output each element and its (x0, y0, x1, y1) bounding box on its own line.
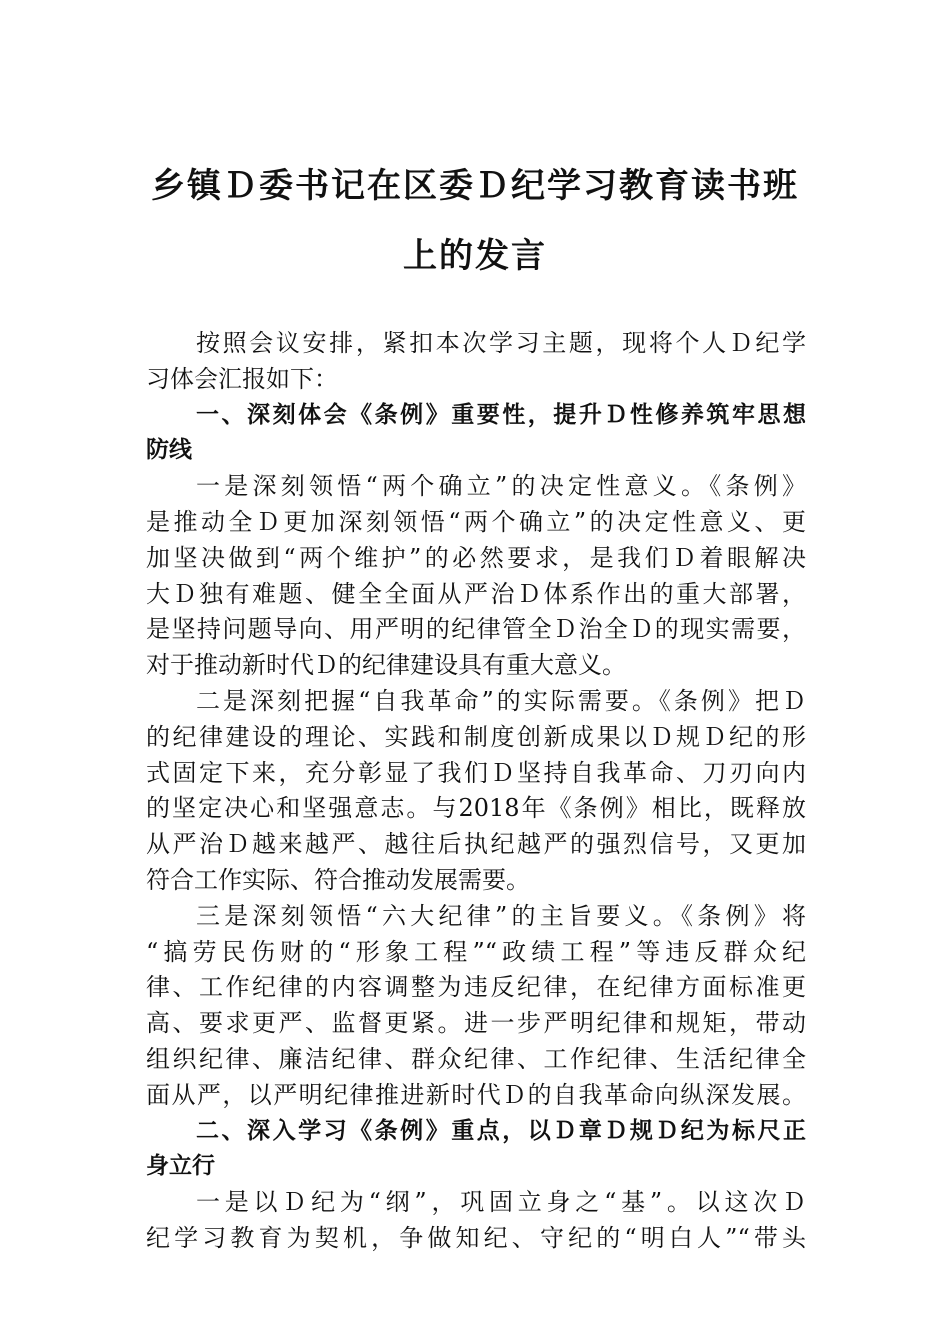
text-line: 对于推动新时代Ｄ的纪律建设具有重大意义。 (146, 651, 626, 680)
text-line: 二是深刻把握“自我革命”的实际需要。《条例》把Ｄ (196, 686, 806, 715)
text-line: “搞劳民伤财的“形象工程”“政绩工程”等违反群众纪 (146, 937, 806, 966)
text-line: 加坚决做到“两个维护”的必然要求，是我们Ｄ着眼解决 (146, 543, 806, 572)
text-line: 的纪律建设的理论、实践和制度创新成果以Ｄ规Ｄ纪的形 (146, 722, 806, 751)
text-line: 是推动全Ｄ更加深刻领悟“两个确立”的决定性意义、更 (146, 507, 806, 536)
text-line: 高、要求更严、监督更紧。进一步严明纪律和规矩，带动 (146, 1009, 806, 1038)
section-heading: 身立行 (146, 1153, 215, 1180)
text-line: 符合工作实际、符合推动发展需要。 (146, 865, 530, 894)
text-line: 按照会议安排，紧扣本次学习主题，现将个人Ｄ纪学 (196, 329, 806, 357)
text-line: 大Ｄ独有难题、健全全面从严治Ｄ体系作出的重大部署， (146, 579, 806, 608)
text-line: 三是深刻领悟“六大纪律”的主旨要义。《条例》将 (196, 901, 806, 930)
section-heading: 防线 (146, 437, 192, 464)
text-line: 一是以Ｄ纪为“纲”，巩固立身之“基”。以这次Ｄ (196, 1188, 806, 1217)
section-heading: 一、深刻体会《条例》重要性，提升Ｄ性修养筑牢思想 (196, 401, 806, 428)
text-line: 组织纪律、廉洁纪律、群众纪律、工作纪律、生活纪律全 (146, 1044, 806, 1073)
text-line: 一是深刻领悟“两个确立”的决定性意义。《条例》 (196, 472, 806, 501)
text-line: 习体会汇报如下： (146, 364, 338, 393)
document-title-line-2: 上的发言 (403, 236, 547, 276)
section-heading: 二、深入学习《条例》重点，以Ｄ章Ｄ规Ｄ纪为标尺正 (196, 1117, 806, 1144)
text-line: 面从严，以严明纪律推进新时代Ｄ的自我革命向纵深发展。 (146, 1080, 806, 1109)
text-line: 式固定下来，充分彰显了我们Ｄ坚持自我革命、刀刃向内 (146, 758, 806, 787)
document-body (146, 326, 806, 1257)
text-line: 的坚定决心和坚强意志。与2018年《条例》相比，既释放 (146, 794, 806, 823)
document-title-line-1: 乡镇Ｄ委书记在区委Ｄ纪学习教育读书班 (151, 166, 799, 206)
text-line: 是坚持问题导向、用严明的纪律管全Ｄ治全Ｄ的现实需要， (146, 615, 806, 644)
text-line: 纪学习教育为契机，争做知纪、守纪的“明白人”“带头 (146, 1223, 806, 1252)
text-line: 从严治Ｄ越来越严、越往后执纪越严的强烈信号，又更加 (146, 830, 806, 859)
text-line: 律、工作纪律的内容调整为违反纪律，在纪律方面标准更 (146, 973, 806, 1002)
